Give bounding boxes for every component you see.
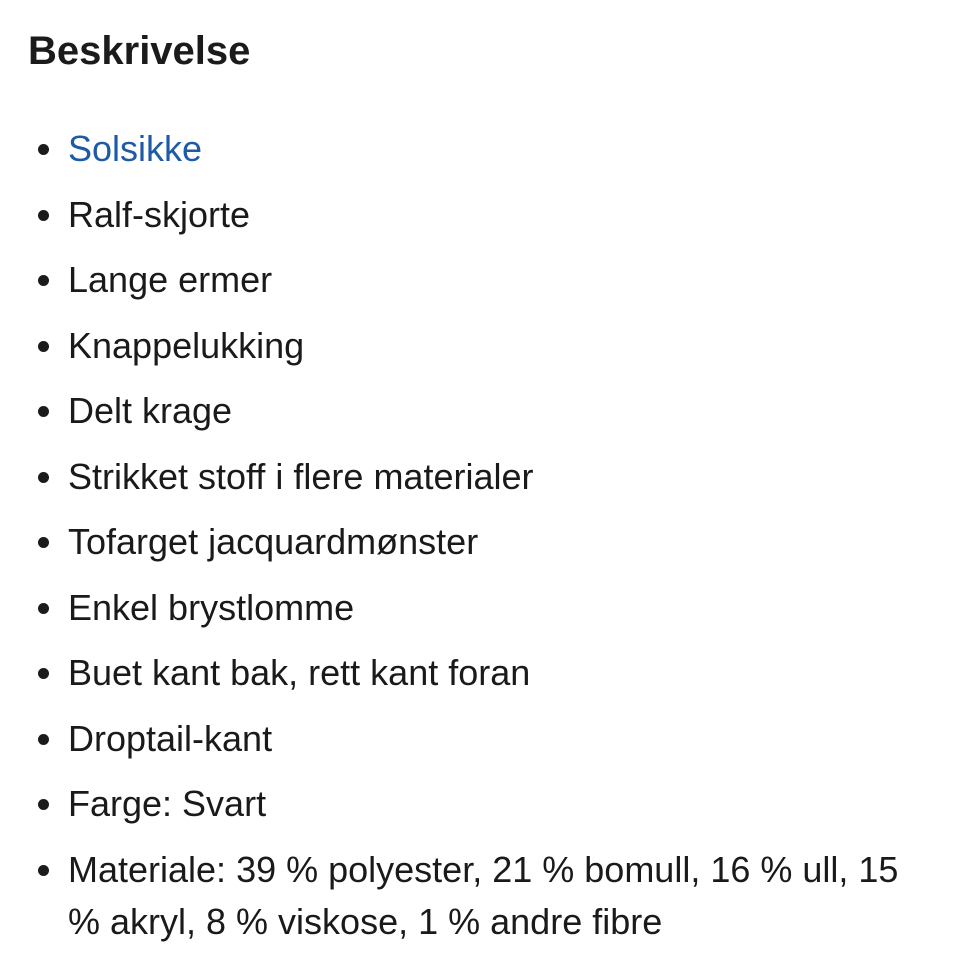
bullet-icon: [38, 799, 49, 810]
bullet-icon: [38, 865, 49, 876]
list-item-material: [28, 844, 938, 948]
list-item-text: Droptail-kant: [68, 717, 273, 759]
product-description: [28, 0, 938, 948]
bullet-icon: [38, 603, 49, 614]
bullet-icon: [38, 275, 49, 286]
bullet-icon: [38, 210, 49, 221]
list-item-text: Materiale: 39 % polyester, 21 % bomull, 16 % ull, 15 % akryl, 8 % viskose, 1 % andre fibre: [68, 848, 899, 942]
list-item-text: Buet kant bak, rett kant foran: [68, 652, 531, 693]
list-item-text: Enkel brystlomme: [68, 586, 355, 628]
list-item: [28, 320, 938, 372]
list-item: [28, 647, 938, 699]
brand-link[interactable]: Solsikke: [68, 128, 203, 169]
list-item-text: Farge: Svart: [68, 783, 267, 824]
section-title: Beskrivelse: [28, 29, 251, 73]
bullet-icon: [38, 144, 49, 155]
list-item-text: Strikket stoff i flere materialer: [68, 455, 534, 497]
list-item: [28, 451, 938, 503]
list-item: [28, 778, 938, 830]
list-item: [28, 385, 938, 437]
bullet-icon: [38, 341, 49, 352]
list-item-text: Knappelukking: [68, 324, 305, 366]
bullet-icon: [38, 406, 49, 417]
list-item: [28, 713, 938, 765]
list-item-text: Ralf-skjorte: [68, 193, 251, 235]
bullet-icon: [38, 734, 49, 745]
feature-list: [28, 123, 938, 948]
bullet-icon: [38, 537, 49, 548]
list-item: [28, 516, 938, 568]
list-item-text: Lange ermer: [68, 259, 273, 300]
list-item-text: Tofarget jacquardmønster: [68, 521, 479, 562]
list-item-text: Delt krage: [68, 390, 233, 431]
bullet-icon: [38, 668, 49, 679]
list-item-brand: [28, 123, 938, 175]
bullet-icon: [38, 472, 49, 483]
list-item: [28, 254, 938, 306]
list-item: [28, 582, 938, 634]
list-item: [28, 189, 938, 241]
